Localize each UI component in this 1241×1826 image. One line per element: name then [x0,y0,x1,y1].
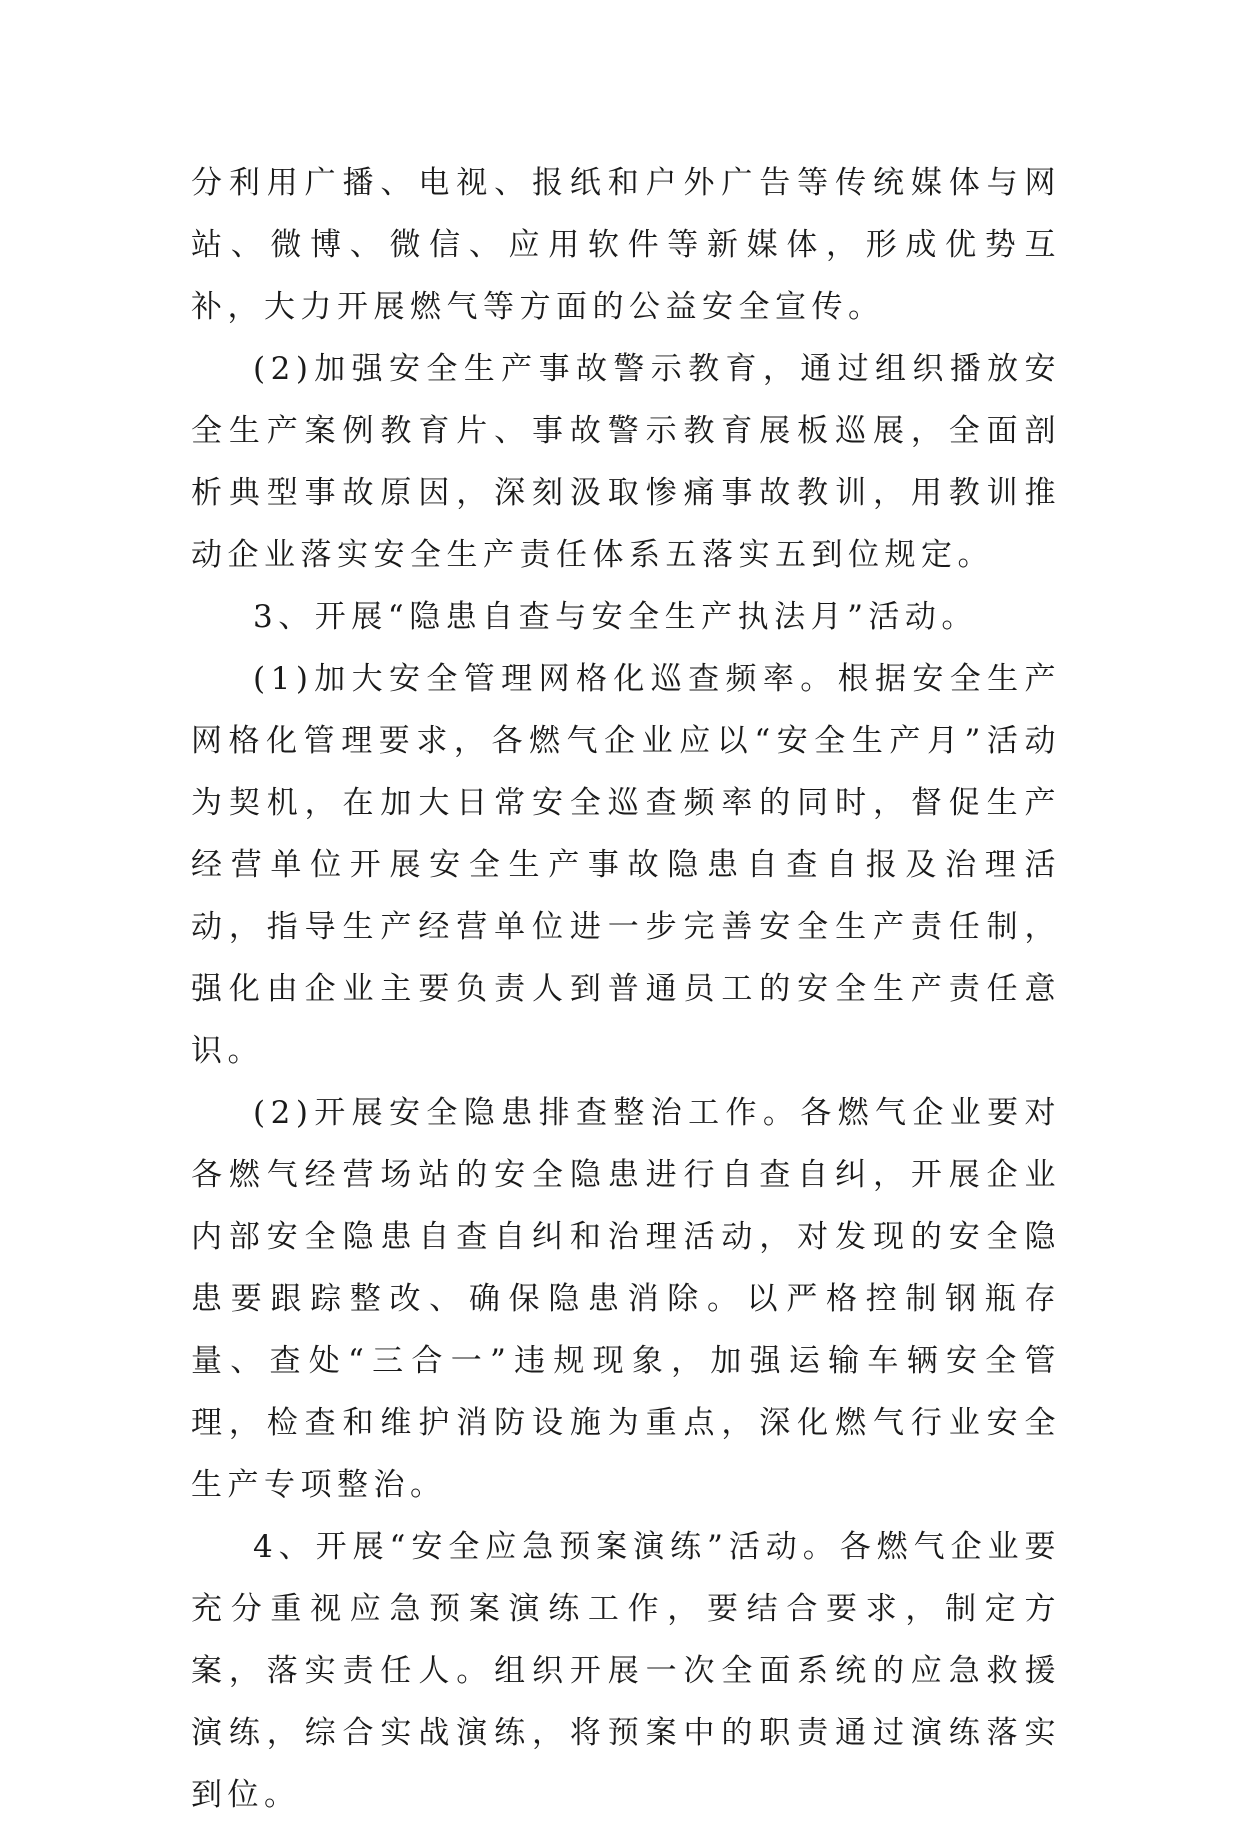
paragraph-section-4: 4、开展“安全应急预案演练”活动。各燃气企业要充分重视应急预案演练工作，要结合要求，制定方案，落实责任人。组织开展一次全面系统的应急救援演练，综合实战演练，将预案中的职责通过演练落实到位。 [191,1529,1061,1813]
document-body [191,152,1061,1826]
paragraph-continuation: 分利用广播、电视、报纸和户外广告等传统媒体与网站、微博、微信、应用软件等新媒体，形成优势互补，大力开展燃气等方面的公益安全宣传。 [191,165,1061,325]
paragraph-section-3: 3、开展“隐患自查与安全生产执法月”活动。 [253,599,978,635]
paragraph-item-3-1: (1)加大安全管理网格化巡查频率。根据安全生产网格化管理要求，各燃气企业应以“安全生产月”活动为契机，在加大日常安全巡查频率的同时，督促生产经营单位开展安全生产事故隐患自查自报及治理活动，指导生产经营单位进一步完善安全生产责任制，强化由企业主要负责人到普通员工的安全生产责任意识。 [191,661,1061,1069]
paragraph-item-2-2: (2)加强安全生产事故警示教育，通过组织播放安全生产案例教育片、事故警示教育展板巡展，全面剖析典型事故原因，深刻汲取惨痛事故教训，用教训推动企业落实安全生产责任体系五落实五到位规定。 [191,351,1061,573]
paragraph-item-3-2: (2)开展安全隐患排查整治工作。各燃气企业要对各燃气经营场站的安全隐患进行自查自纠，开展企业内部安全隐患自查自纠和治理活动，对发现的安全隐患要跟踪整改、确保隐患消除。以严格控制钢瓶存量、查处“三合一”违规现象，加强运输车辆安全管理，检查和维护消防设施为重点，深化燃气行业安全生产专项整治。 [191,1095,1061,1503]
